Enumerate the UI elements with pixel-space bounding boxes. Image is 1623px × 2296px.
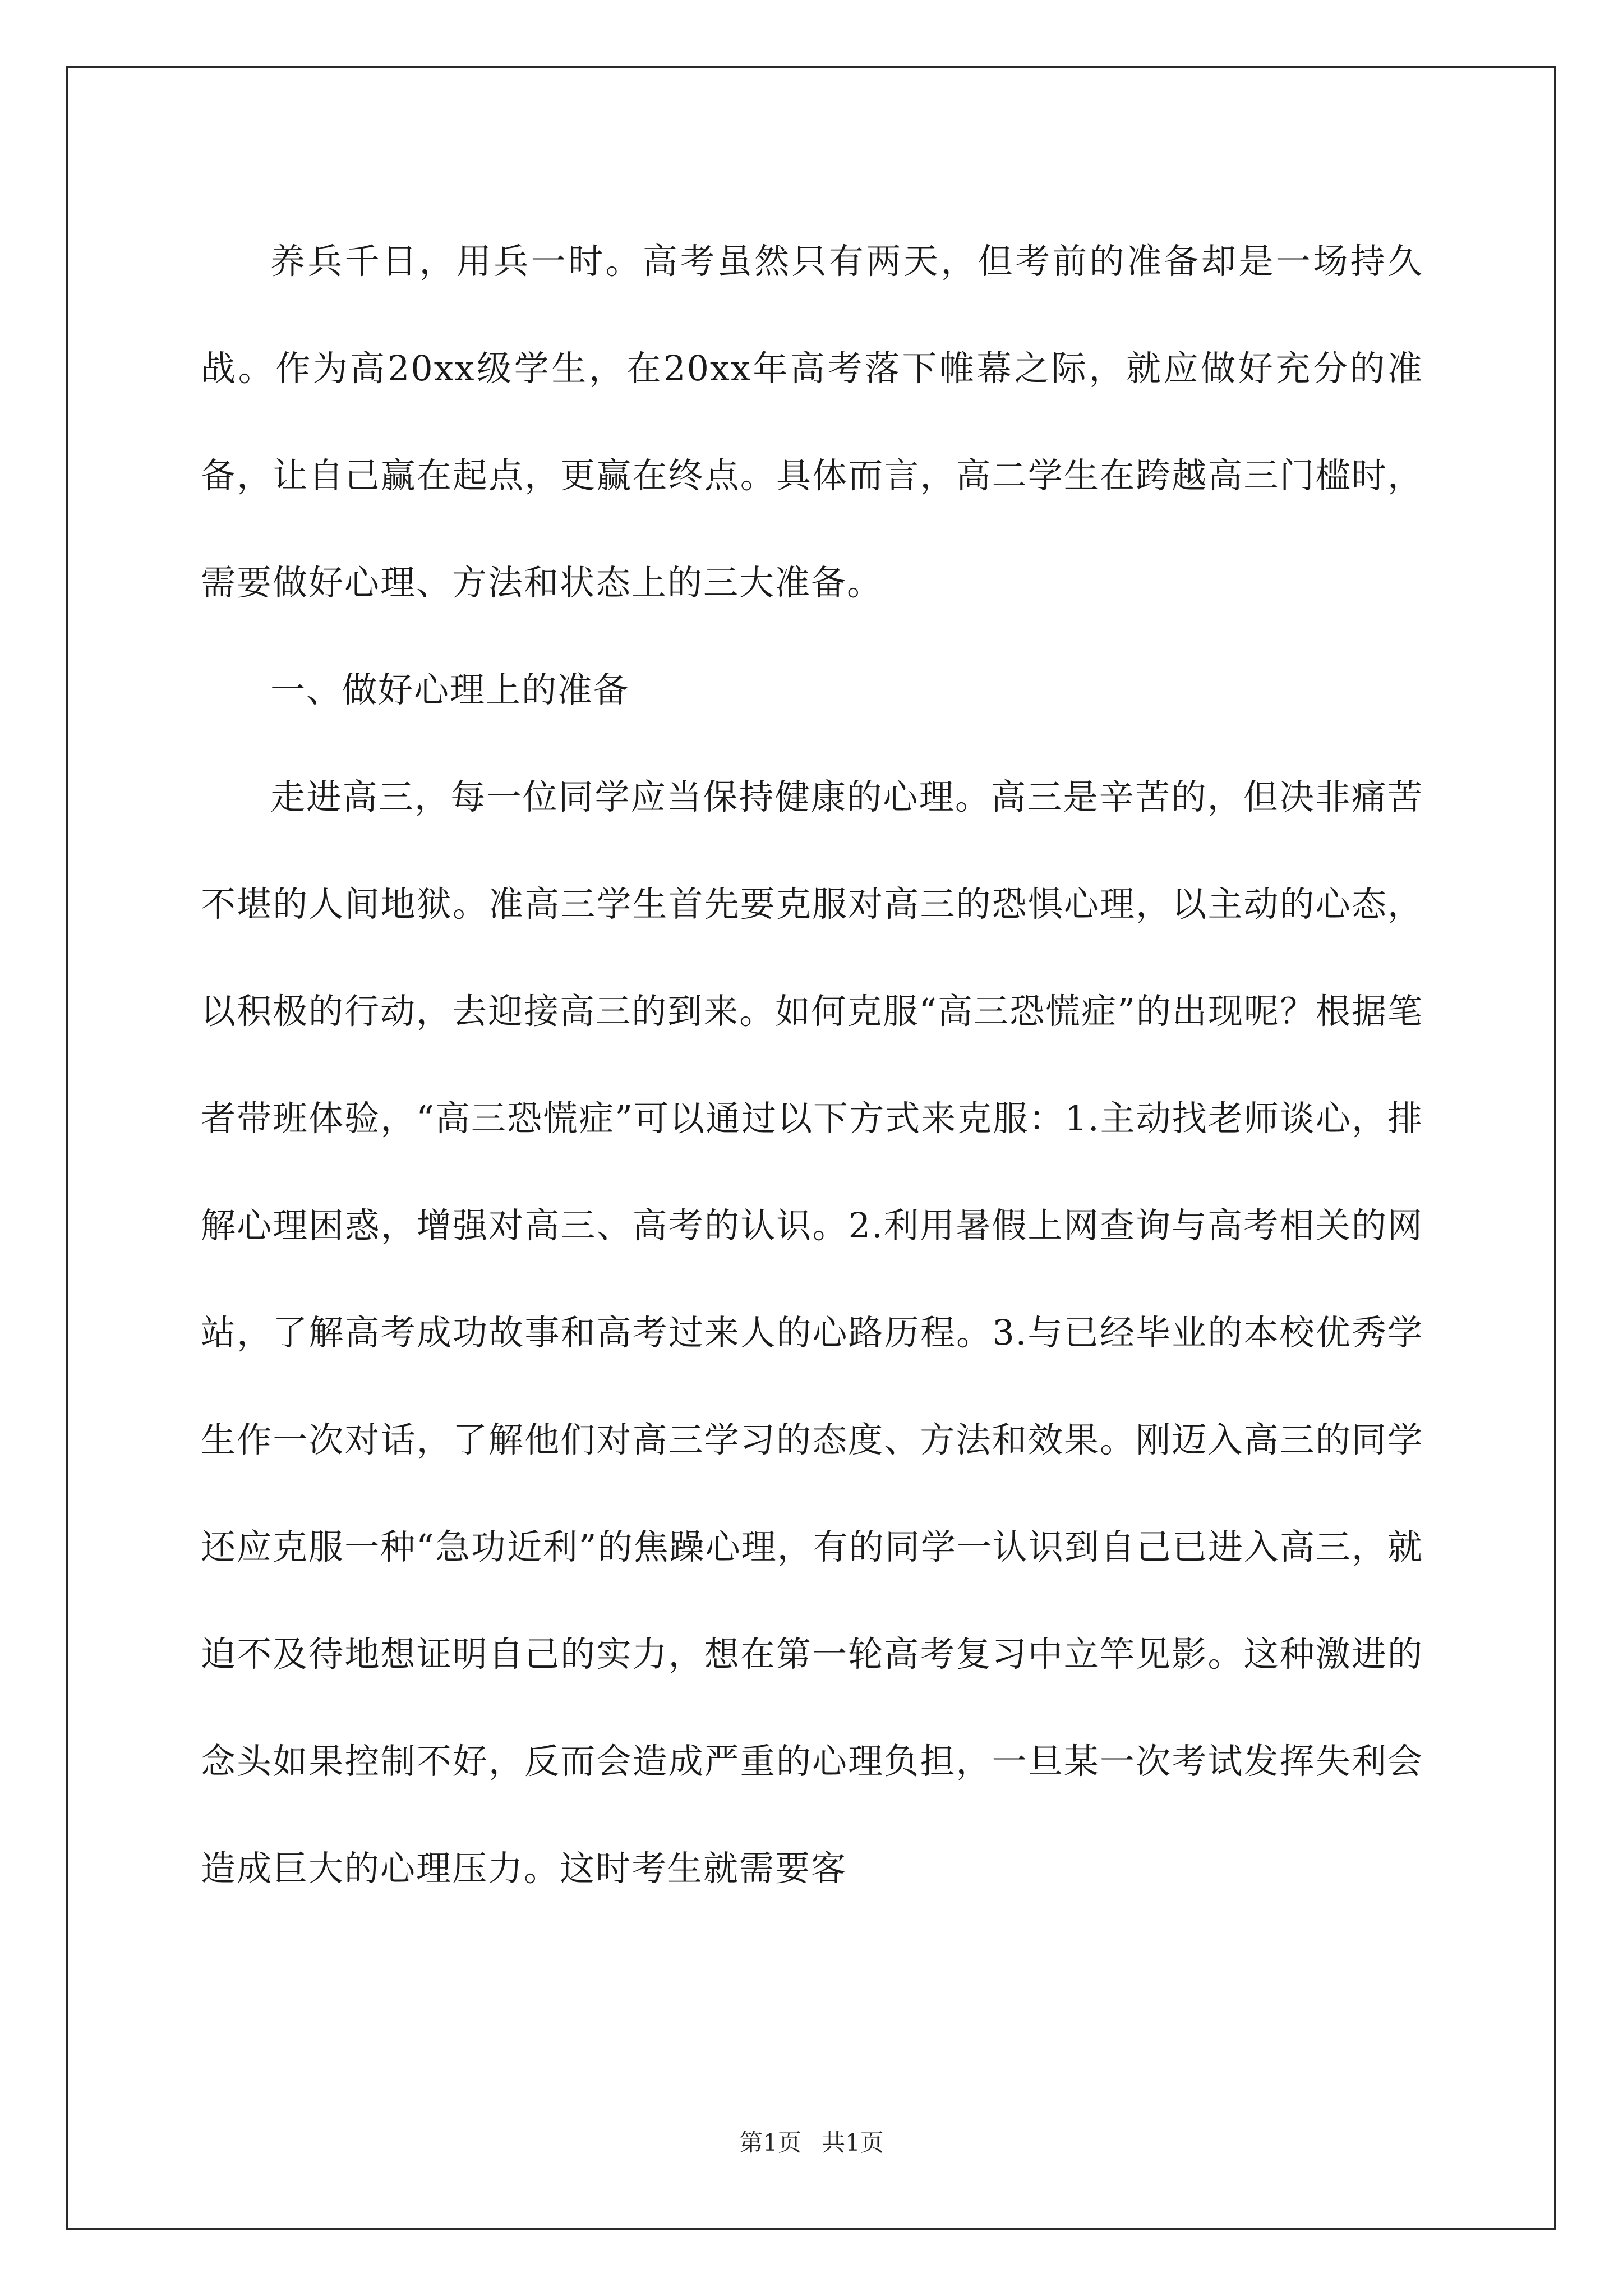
- page-footer: [0, 2126, 1623, 2160]
- page-number: 第1页: [739, 2129, 801, 2156]
- section-heading: 一、做好心理上的准备: [270, 669, 630, 710]
- page-total: 共1页: [822, 2129, 884, 2156]
- document-body: [201, 208, 1423, 1922]
- intro-paragraph: 养兵千日，用兵一时。高考虽然只有两天，但考前的准备却是一场持久战。作为高20xx级学生，在20xx年高考落下帷幕之际，就应做好充分的准备，让自己赢在起点，更赢在终点。具体而言，高二学生在跨越高三门槛时，需要做好心理、方法和状态上的三大准备。: [201, 241, 1423, 603]
- body-paragraph: 走进高三，每一位同学应当保持健康的心理。高三是辛苦的，但决非痛苦不堪的人间地狱。准高三学生首先要克服对高三的恐惧心理，以主动的心态，以积极的行动，去迎接高三的到来。如何克服“高三恐慌症”的出现呢？根据笔者带班体验，“高三恐慌症”可以通过以下方式来克服：1.主动找老师谈心，排解心理困惑，增强对高三、高考的认识。2.利用暑假上网查询与高考相关的网站，了解高考成功故事和高考过来人的心路历程。3.与已经毕业的本校优秀学生作一次对话，了解他们对高三学习的态度、方法和效果。刚迈入高三的同学还应克服一种“急功近利”的焦躁心理，有的同学一认识到自己已进入高三，就迫不及待地想证明自己的实力，想在第一轮高考复习中立竿见影。这种激进的念头如果控制不好，反而会造成严重的心理负担，一旦某一次考试发挥失利会造成巨大的心理压力。这时考生就需要客: [201, 776, 1423, 1889]
